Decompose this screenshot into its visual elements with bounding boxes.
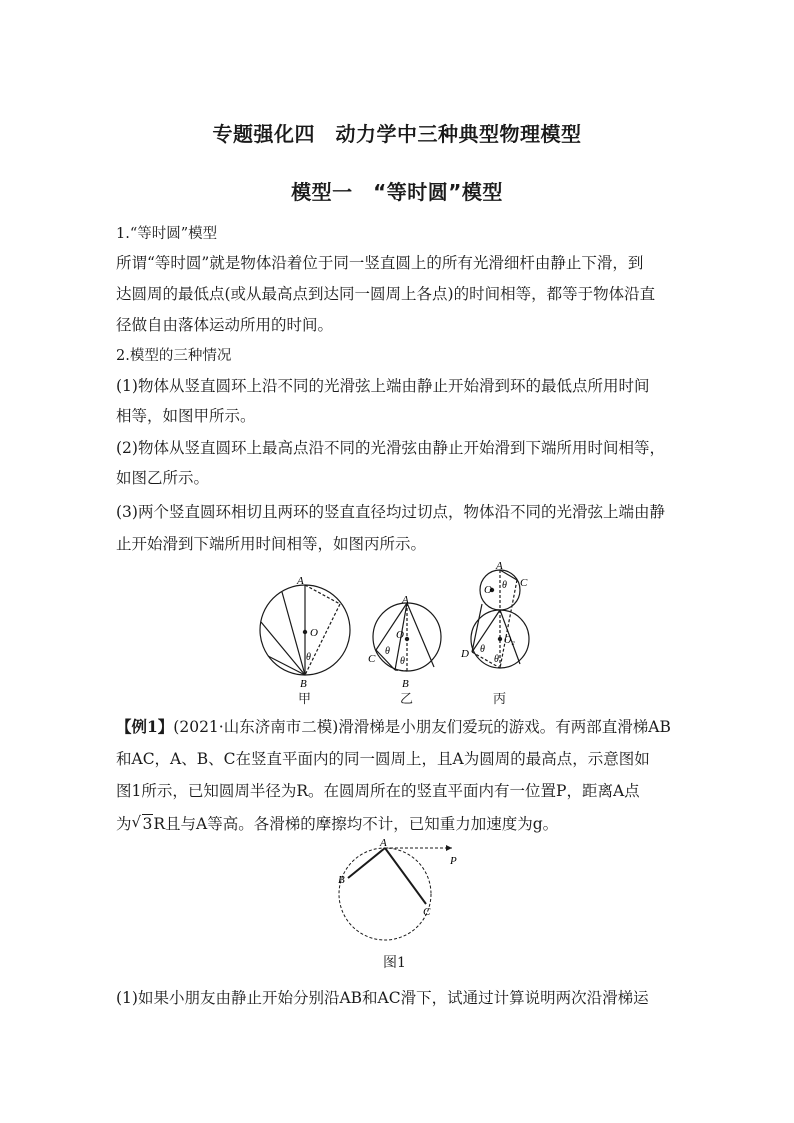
example-tag: 【例1】	[116, 717, 174, 736]
paragraph-line: 径做自由落体运动所用的时间。	[116, 316, 334, 334]
case-2-line: (2)物体从竖直圆环上最高点沿不同的光滑弦由静止开始滑到下端所用时间相等，	[116, 439, 665, 457]
svg-text:B: B	[338, 874, 345, 886]
example-text: 为	[116, 815, 132, 833]
paragraph-line: 达圆周的最低点(或从最高点到达同一圆周上各点)的时间相等，都等于物体沿直	[116, 285, 656, 303]
heading-2: 2.模型的三种情况	[116, 348, 232, 364]
question-1-line: (1)如果小朋友由静止开始分别沿AB和AC滑下，试通过计算说明两次沿滑梯运	[116, 989, 649, 1007]
figure-jia	[260, 585, 350, 675]
example-line-2: 和AC，A、B、C在竖直平面内的同一圆周上，且A为圆周的最高点，示意图如	[116, 750, 650, 768]
sqrt-radicand: 3	[142, 815, 153, 833]
slide-diagram-figure-1	[330, 838, 470, 950]
example-line-4	[116, 814, 686, 834]
svg-text:θ: θ	[306, 652, 311, 663]
case-3-line: (3)两个竖直圆环相切且两环的竖直直径均过切点，物体沿不同的光滑弦上端由静	[116, 503, 665, 521]
svg-text:A: A	[380, 838, 387, 849]
case-3-line: 止开始滑到下端所用时间相等，如图丙所示。	[116, 535, 427, 553]
svg-text:A: A	[297, 575, 304, 587]
svg-text:O₂: O₂	[504, 635, 515, 646]
svg-text:O: O	[484, 584, 492, 596]
figure-1-caption: 图1	[383, 955, 406, 971]
example-source: (2021·山东济南市二模)	[173, 718, 339, 736]
svg-text:θ: θ	[385, 646, 390, 657]
figure-yi	[373, 603, 441, 671]
caption-yi: 乙	[400, 692, 414, 707]
caption-bing: 丙	[493, 692, 507, 707]
case-1-line: 相等，如图甲所示。	[116, 407, 256, 425]
svg-text:O: O	[396, 629, 404, 641]
svg-text:P: P	[450, 855, 457, 867]
section-title: 模型一 “等时圆”模型	[291, 180, 503, 204]
svg-text:C: C	[423, 906, 431, 918]
svg-text:O: O	[310, 627, 318, 639]
example-text: R且与A等高。各滑梯的摩擦均不计，已知重力加速度为g。	[153, 815, 559, 833]
case-1-line: (1)物体从竖直圆环上沿不同的光滑弦上端由静止开始滑到环的最低点所用时间	[116, 377, 650, 395]
heading-1: 1.“等时圆”模型	[116, 226, 218, 242]
paragraph-line: 所谓“等时圆”就是物体沿着位于同一竖直圆上的所有光滑细杆由静止下滑，到	[116, 254, 644, 272]
example-text: 滑滑梯是小朋友们爱玩的游戏。有两部直滑梯AB	[338, 718, 671, 736]
svg-text:B: B	[300, 678, 307, 690]
svg-text:C: C	[520, 577, 528, 589]
svg-text:θ: θ	[502, 580, 507, 591]
equal-time-circles-figure	[250, 560, 550, 705]
svg-text:A: A	[496, 560, 503, 572]
svg-text:C: C	[368, 653, 376, 665]
caption-jia: 甲	[298, 692, 312, 707]
page-title: 专题强化四 动力学中三种典型物理模型	[212, 122, 582, 146]
svg-text:D: D	[461, 648, 469, 660]
svg-text:θ: θ	[494, 654, 499, 665]
svg-text:θ: θ	[480, 644, 485, 655]
example-line-3: 图1所示，已知圆周半径为R。在圆周所在的竖直平面内有一位置P，距离A点	[116, 782, 640, 800]
case-2-line: 如图乙所示。	[116, 469, 210, 487]
sqrt-expression: √ 3	[131, 813, 153, 833]
svg-text:B: B	[402, 678, 409, 690]
svg-text:A: A	[402, 594, 409, 606]
example-line-1	[116, 717, 686, 737]
svg-text:θ: θ	[400, 656, 405, 667]
